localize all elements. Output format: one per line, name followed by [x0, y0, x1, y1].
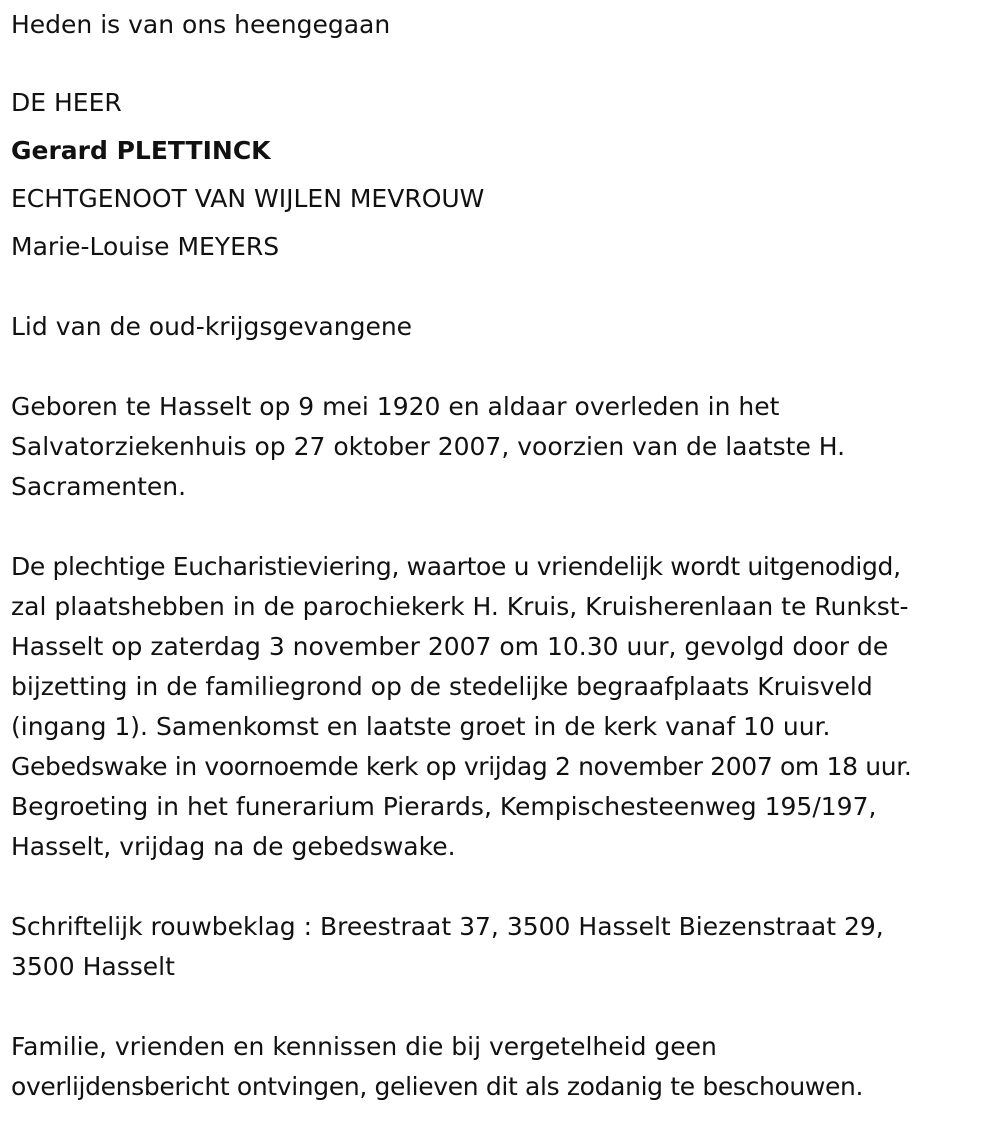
closing-paragraph: [11, 1027, 996, 1107]
ceremony-paragraph: [11, 547, 996, 867]
condolences-paragraph: [11, 907, 996, 987]
paragraph-line: Gebedswake in voornoemde kerk op vrijdag 2 november 2007 om 18 uur.: [11, 752, 912, 781]
paragraph-line: Salvatorziekenhuis op 27 oktober 2007, voorzien van de laatste H.: [11, 432, 846, 461]
obituary-notice: [11, 0, 996, 1107]
paragraph-line: Schriftelijk rouwbeklag : Breestraat 37, 3500 Hasselt Biezenstraat 29,: [11, 912, 884, 941]
honorific-title: DE HEER: [11, 88, 122, 117]
birth-death-paragraph: [11, 387, 996, 507]
paragraph-line: bijzetting in de familiegrond op de stedelijke begraafplaats Kruisveld: [11, 672, 873, 701]
paragraph-line: 3500 Hasselt: [11, 952, 175, 981]
paragraph-line: Begroeting in het funerarium Pierards, Kempischesteenweg 195/197,: [11, 792, 877, 821]
intro-line: Heden is van ons heengegaan: [11, 10, 391, 39]
paragraph-line: Familie, vrienden en kennissen die bij vergetelheid geen: [11, 1032, 717, 1061]
paragraph-line: Hasselt op zaterdag 3 november 2007 om 10.30 uur, gevolgd door de: [11, 632, 889, 661]
paragraph-line: Hasselt, vrijdag na de gebedswake.: [11, 832, 456, 861]
paragraph-line: De plechtige Eucharistieviering, waartoe u vriendelijk wordt uitgenodigd,: [11, 552, 901, 581]
paragraph-line: (ingang 1). Samenkomst en laatste groet in de kerk vanaf 10 uur.: [11, 712, 831, 741]
paragraph-line: overlijdensbericht ontvingen, gelieven dit als zodanig te beschouwen.: [11, 1072, 864, 1101]
paragraph-line: Sacramenten.: [11, 472, 187, 501]
paragraph-line: Geboren te Hasselt op 9 mei 1920 en aldaar overleden in het: [11, 392, 780, 421]
deceased-name: Gerard PLETTINCK: [11, 136, 271, 165]
relation-line: ECHTGENOOT VAN WIJLEN MEVROUW: [11, 184, 485, 213]
membership-line: Lid van de oud-krijgsgevangene: [11, 312, 413, 341]
spouse-name: Marie-Louise MEYERS: [11, 232, 280, 261]
paragraph-line: zal plaatshebben in de parochiekerk H. Kruis, Kruisherenlaan te Runkst-: [11, 592, 909, 621]
